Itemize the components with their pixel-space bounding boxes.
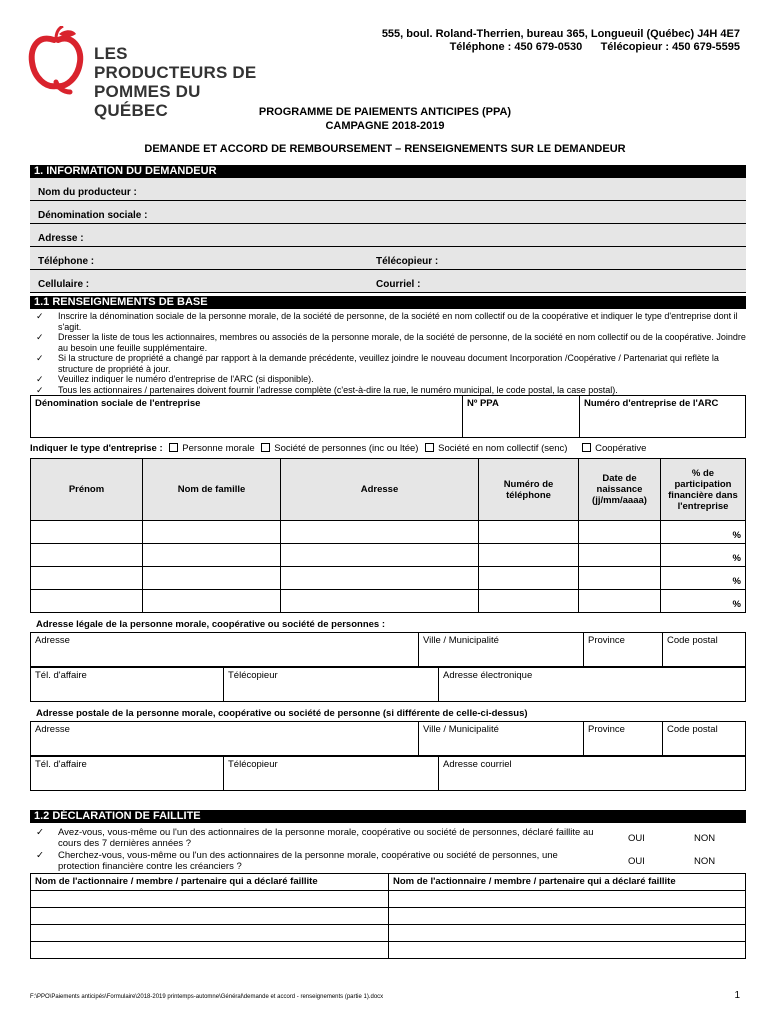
type1-label: Personne morale [182,443,255,454]
postal-email-cell[interactable]: Adresse courriel [439,757,746,791]
section-bankruptcy [30,810,746,959]
shareholders-table [30,458,746,613]
check-icon: ✓ [36,850,44,861]
campaign-title: CAMPAGNE 2018-2019 [325,120,445,132]
table-row[interactable]: % [31,590,746,613]
type3-label: Société en nom collectif (senc) [438,443,568,454]
legal-address-table [30,632,746,667]
company-denomination-cell[interactable]: Dénomination sociale de l'entreprise [31,396,463,438]
q2-no-option[interactable]: NON [694,856,716,867]
col-first-name: Prénom [31,459,143,521]
legal-email-cell[interactable]: Adresse électronique [439,668,746,702]
form-title: DEMANDE ET ACCORD DE REMBOURSEMENT – RENSEIGNEMENTS SUR LE DEMANDEUR [144,143,626,155]
check-icon: ✓ [36,827,44,838]
address-label: Adresse : [38,233,84,244]
cell-email-row[interactable] [30,270,746,293]
section-1-header: 1. INFORMATION DU DEMANDEUR [30,165,746,178]
program-title: PROGRAMME DE PAIEMENTS ANTICIPES (PPA) [258,106,512,118]
type2-checkbox[interactable] [261,443,270,452]
company-name-field[interactable] [30,201,746,224]
legal-contact-table [30,667,746,702]
question-1: Avez-vous, vous-même ou l'un des actionnaires de la personne morale, coopérative ou société de personnes, déclaré faillite au cours des 7 dernières années ? [58,827,594,849]
q1-no-option[interactable]: NON [694,833,716,844]
address-field[interactable] [30,224,746,247]
apple-logo-icon [28,26,86,96]
table-row[interactable] [31,925,746,942]
check-icon: ✓ [36,332,44,342]
type3-checkbox[interactable] [425,443,434,452]
instruction-item: ✓ Si la structure de propriété a changé par rapport à la demande précédente, veuillez joindre le nouveau document Incorporation /Coopérative / Partenariat qui reflète la structure de propriété à jour. [36,353,719,374]
instruction-item: ✓ Inscrire la dénomination sociale de la personne morale, de la société de personne, de la société en nom collectif ou de la coopérative et indiquer le type d'entreprise dont il s'agit. [36,311,738,332]
instruction-item: ✓ Dresser la liste de tous les actionnaires, membres ou associés de la personne morale, de la société de personne, de la société en nom collectif ou de la coopérative. Joindre au besoin une feuille supplémentaire. [36,332,746,353]
address-line: 555, boul. Roland-Therrien, bureau 365, Longueuil (Québec) J4H 4E7 [381,28,740,40]
legal-province-cell[interactable]: Province [584,633,663,667]
section-basic-info [30,296,746,791]
fax-label: Télécopieur : [376,256,439,267]
col-percent: % de participation financière dans l'entreprise [661,459,746,521]
enterprise-type-label: Indiquer le type d'entreprise : [30,443,163,454]
phone-line: Téléphone : 450 679-0530 Télécopieur : 450 679-5595 [449,41,740,53]
q2-yes-option[interactable]: OUI [628,856,645,867]
instructions-list [30,311,746,395]
arc-number-cell[interactable]: Numéro d'entreprise de l'ARC [580,396,746,438]
table-row[interactable]: % [31,567,746,590]
legal-postal-cell[interactable]: Code postal [663,633,746,667]
logo-line-1: LES PRODUCTEURS DE [94,44,257,82]
col-phone: Numéro de téléphone [479,459,579,521]
bankruptcy-questions [30,823,746,873]
org-address [382,28,740,54]
producer-name-field[interactable] [30,178,746,201]
section-applicant-info [30,165,746,293]
check-icon: ✓ [36,384,44,395]
type2-label: Société de personnes (inc ou ltée) [274,443,419,454]
table-row[interactable] [31,891,746,908]
company-name-label: Dénomination sociale : [38,210,148,221]
postal-address-table [30,721,746,756]
section-1-2-header: 1.2 DÉCLARATION DE FAILLITE [30,810,746,823]
legal-phone-cell[interactable]: Tél. d'affaire [31,668,224,702]
table-row[interactable] [31,942,746,959]
ppa-number-cell[interactable]: Nº PPA [463,396,580,438]
table-row[interactable]: % [31,544,746,567]
bankruptcy-table [30,873,746,959]
company-id-table [30,395,746,438]
logo-line-2: POMMES DU QUÉBEC [94,82,201,120]
postal-address-title: Adresse postale de la personne morale, coopérative ou société de personne (si différente de celle-ci-dessus) [36,708,528,719]
email-label: Courriel : [376,279,421,290]
col-address: Adresse [281,459,479,521]
postal-address-cell[interactable]: Adresse [31,722,419,756]
logo [28,26,258,120]
col-bankrupt-name-2: Nom de l'actionnaire / membre / partenaire qui a déclaré faillite [389,874,746,891]
postal-province-cell[interactable]: Province [584,722,663,756]
file-path-footer: F:\PPO\Paiements anticipés\Formulaire\2018-2019 printemps-automne\Général\demande et accord - renseignements (partie 1).docx [30,994,384,1000]
question-2: Cherchez-vous, vous-même ou l'un des actionnaires de la personne morale, coopérative ou société de personnes, une protection financière contre les créanciers ? [58,850,558,872]
col-birthdate: Date de naissance (jj/mm/aaaa) [579,459,661,521]
table-row[interactable]: % [31,521,746,544]
check-icon: ✓ [36,353,44,363]
postal-city-cell[interactable]: Ville / Municipalité [419,722,584,756]
q1-yes-option[interactable]: OUI [628,833,645,844]
postal-contact-table [30,756,746,791]
postal-postal-cell[interactable]: Code postal [663,722,746,756]
legal-address-title: Adresse légale de la personne morale, coopérative ou société de personnes : [36,619,385,630]
type4-checkbox[interactable] [582,443,591,452]
enterprise-type-row [30,438,746,458]
cell-label: Cellulaire : [38,279,90,290]
postal-fax-cell[interactable]: Télécopieur [224,757,439,791]
postal-phone-cell[interactable]: Tél. d'affaire [31,757,224,791]
check-icon: ✓ [36,374,44,384]
type4-label: Coopérative [595,443,647,454]
page-number: 1 [734,990,740,1001]
col-last-name: Nom de famille [143,459,281,521]
phone-fax-row[interactable] [30,247,746,270]
col-bankrupt-name-1: Nom de l'actionnaire / membre / partenaire qui a déclaré faillite [31,874,389,891]
check-icon: ✓ [36,311,44,321]
legal-fax-cell[interactable]: Télécopieur [224,668,439,702]
legal-address-cell[interactable]: Adresse [31,633,419,667]
instruction-item: ✓ Veuillez indiquer le numéro d'entreprise de l'ARC (si disponible). [36,374,314,384]
legal-city-cell[interactable]: Ville / Municipalité [419,633,584,667]
phone-label: Téléphone : [38,256,95,267]
instruction-item: ✓ Tous les actionnaires / partenaires doivent fournir l'adresse complète (c'est-à-dire la rue, le numéro municipal, le code postal, la case postal). [36,384,618,395]
table-row[interactable] [31,908,746,925]
producer-name-label: Nom du producteur : [38,187,137,198]
type1-checkbox[interactable] [169,443,178,452]
section-1-1-header: 1.1 RENSEIGNEMENTS DE BASE [30,296,746,309]
